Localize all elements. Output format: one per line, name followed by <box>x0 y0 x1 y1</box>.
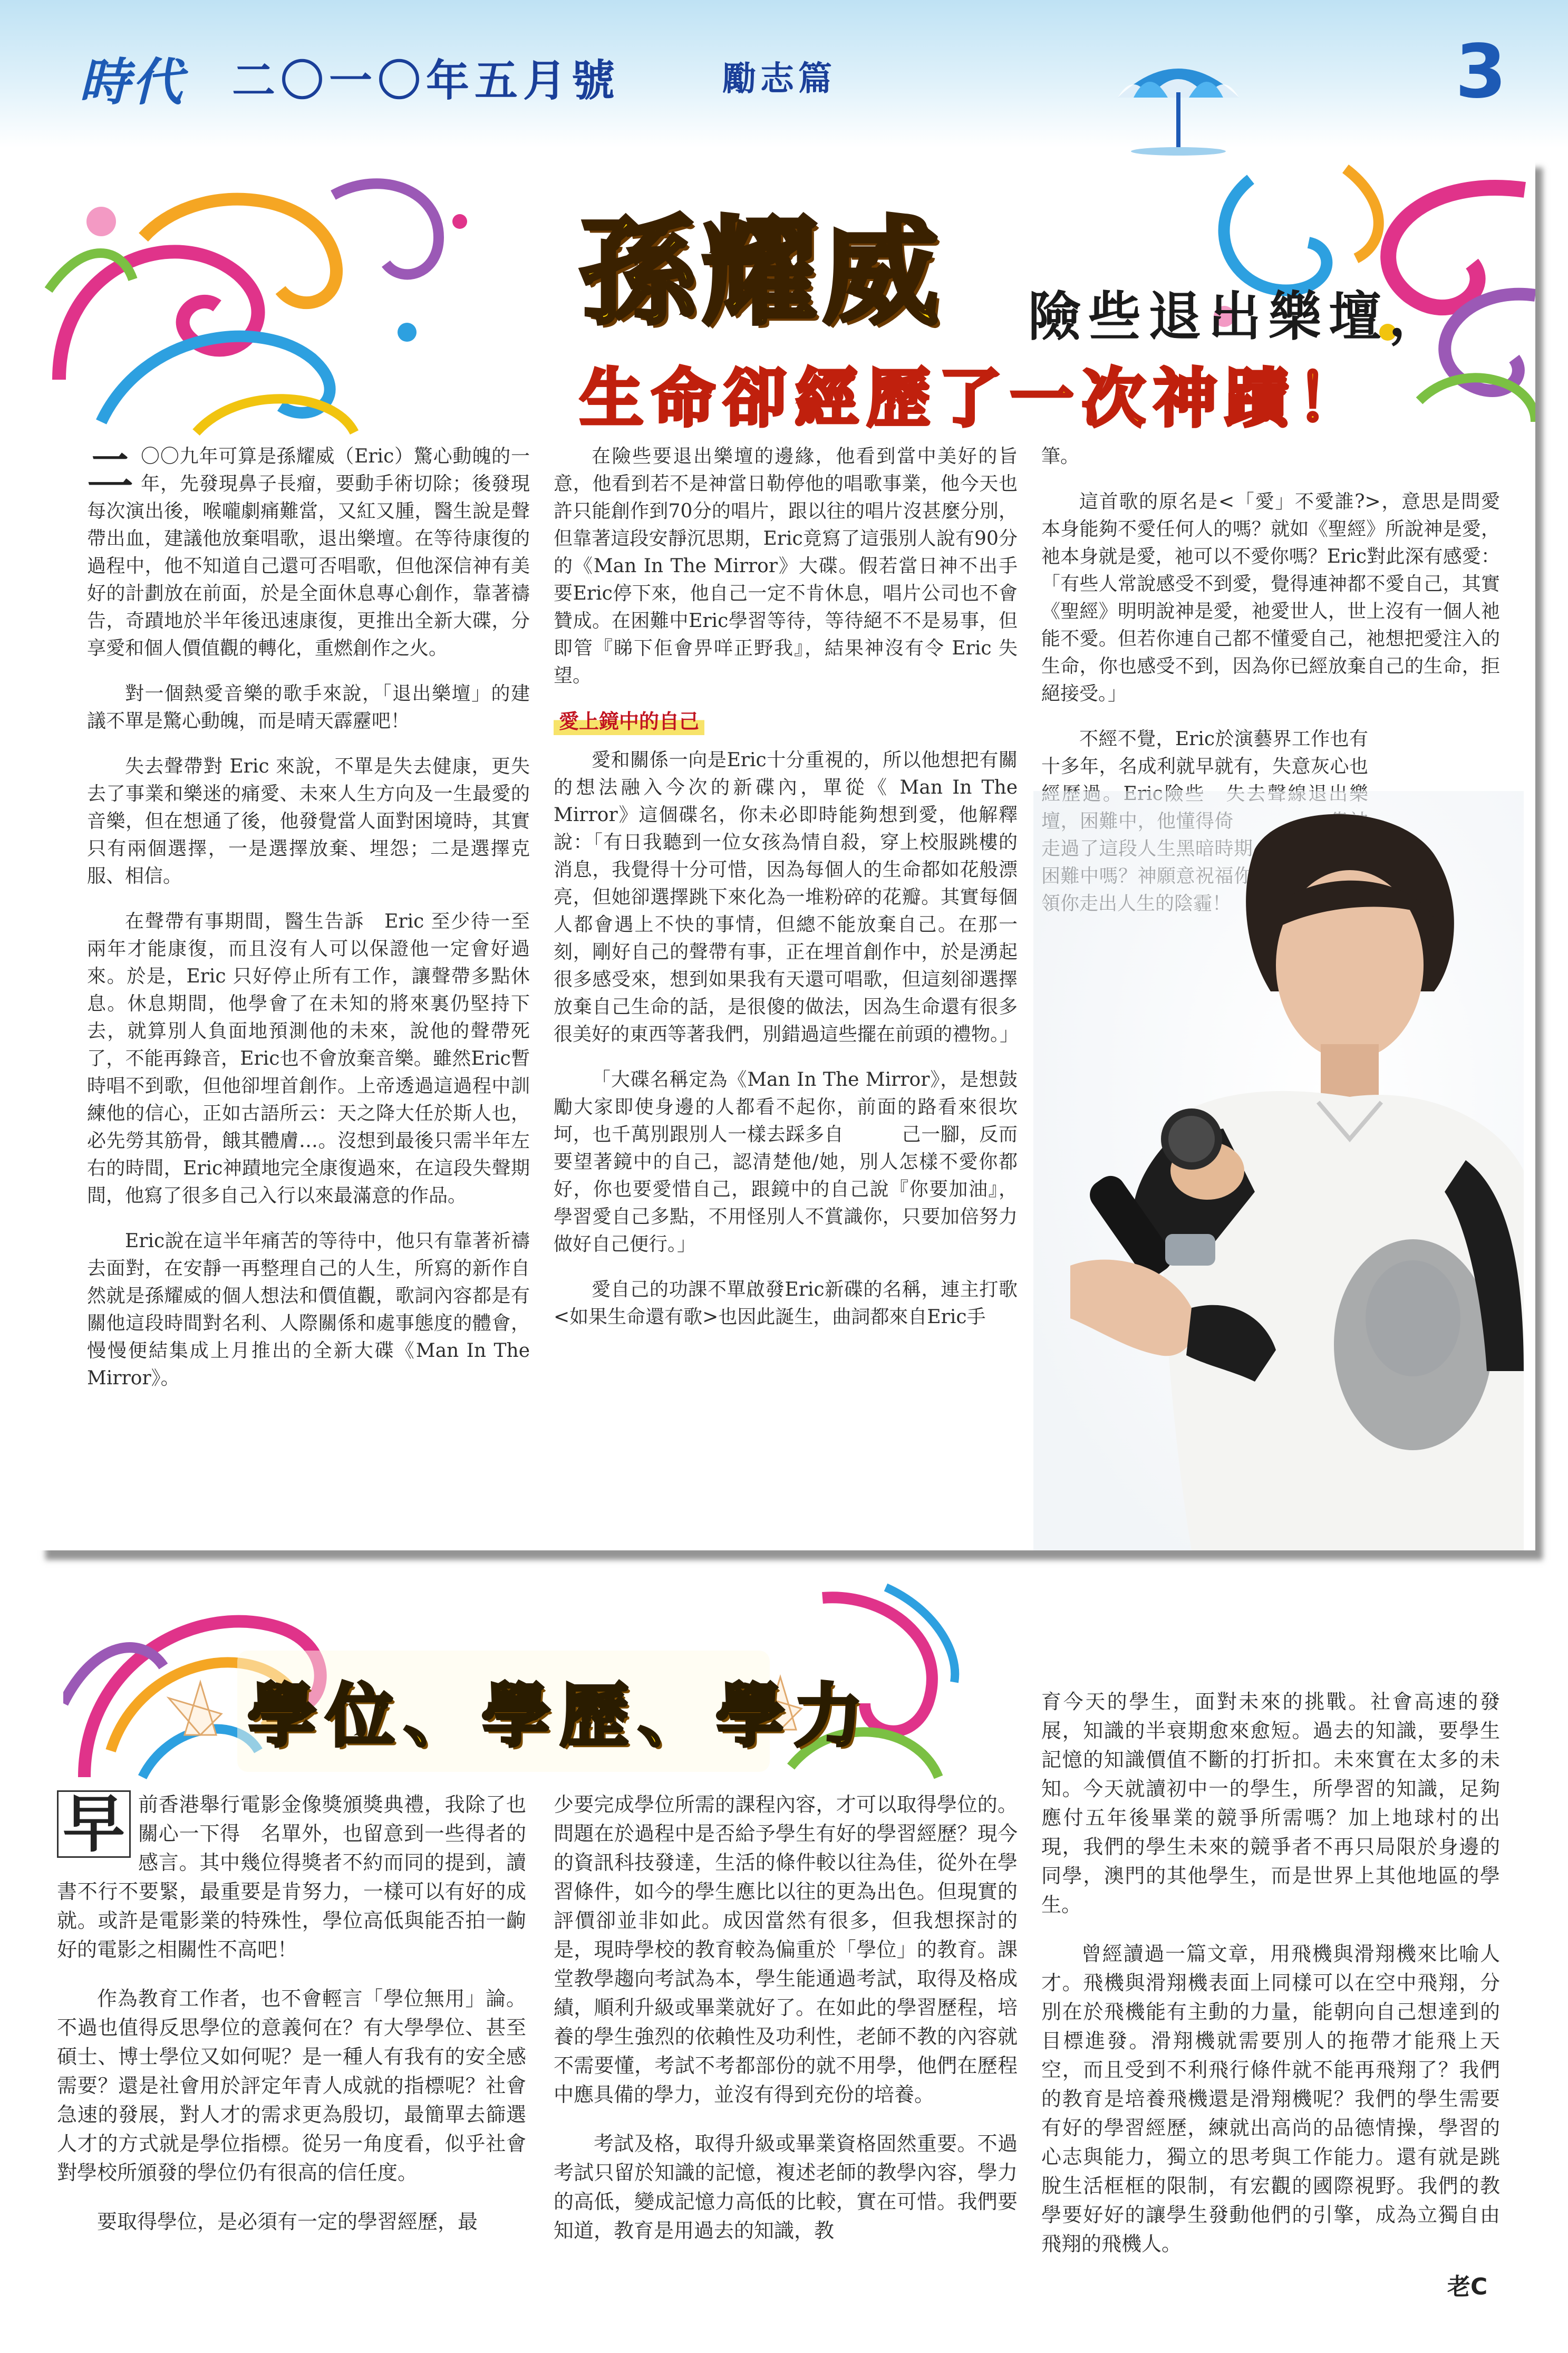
article1-title-line1: 險些退出樂壇， <box>1028 286 1449 348</box>
article1-title-line2: 生命卻經歷了一次神蹟！ <box>580 362 1369 436</box>
paragraph: Eric說在這半年痛苦的等待中，他只有靠著祈禱去面對，在安靜一再整理自己的人生，所寫的新作自然就是孫耀威的個人想法和價值觀，歌詞內容都是有關他這段時間對名利、人際關係和處事態度的體會，慢慢便結集成上月推出的全新大碟《Man In The Mirror》。 <box>87 1230 530 1389</box>
subheading: 愛上鏡中的自己 <box>554 708 704 735</box>
drop-cap: 二 <box>87 444 134 498</box>
paragraph: 「大碟名稱定為《Man In The Mirror》，是想鼓勵大家即使身邊的人都看不起你，前面的路看來很坎坷，也千萬別跟別人一樣去踩多自 己一腳，反而要望著鏡中的自己，認清楚他/她，別人怎樣不愛你都好，你也要愛惜自己，跟鏡中的自己說『你要加油』，學習愛自己多點，不用怪別人不賞識你，只要加倍努力做好自己便行。」 <box>554 1069 1018 1255</box>
paragraph-text: 前香港舉行電影金像獎頒獎典禮，我除了也關心一下得 名單外，也留意到一些得者的感言。其中幾位得獎者不約而同的提到，讀書不行不要緊，最重要是肯努力，一樣可以有好的成就。或許是電影業的特殊性，學位高低與能否拍一齣好的電影之相關性不高吧！ <box>57 1793 526 1961</box>
paragraph: 曾經讀過一篇文章，用飛機與滑翔機來比喻人才。飛機與滑翔機表面上同樣可以在空中飛翔，分別在於飛機能有主動的力量，能朝向自己想達到的目標進發。滑翔機就需要別人的拖帶才能飛上天空，而且受到不利飛行條件就不能再飛翔了？我們的教育是培養飛機還是滑翔機呢？我們的學生需要有好的學習經歷，練就出高尚的品德情操，學習的心志與能力，獨立的思考與工作能力。還有就是跳脫生活框框的限制，有宏觀的國際視野。我們的教學要好好的讓學生發動他們的引擎，成為立獨自由飛翔的飛機人。 <box>1041 1942 1500 2255</box>
article2-column-1 <box>57 1790 526 2256</box>
author-signature: 老C <box>1447 2273 1488 2300</box>
paragraph: 育今天的學生，面對未來的挑戰。社會高速的發展，知識的半衰期愈來愈短。過去的知識，要學生記憶的知識價值不斷的打折扣。未來實在太多的未知。今天就讀初中一的學生，所學習的知識，足夠應付五年後畢業的競爭所需嗎？加上地球村的出現，我們的學生未來的競爭者不再只局限於身邊的同學，澳門的其他學生，而是世界上其他地區的學生。 <box>1041 1690 1500 1916</box>
paragraph: 在險些要退出樂壇的邊緣，他看到當中美好的旨意，他看到若不是神當日勒停他的唱歌事業，他今天也許只能創作到70分的唱片，跟以往的唱片沒甚麼分別，但靠著這段安靜沉思期，Eric竟寫了這張別人說有90分的《Man In The Mirror》大碟。假若當日神不出手要Eric停下來，他自己一定不肯休息，唱片公司也不會贊成。在困難中Eric學習等待，等待絕不不是易事，但即管『睇下佢會畀咩正野我』，結果神沒有令 Eric 失望。 <box>554 446 1018 687</box>
section-label: 勵志篇 <box>722 60 836 99</box>
article1-column-1 <box>87 443 530 1410</box>
paragraph: 這首歌的原名是<「愛」不愛誰?>，意思是問愛本身能夠不愛任何人的嗎？就如《聖經》所說神是愛，祂本身就是愛，祂可以不愛你嗎？Eric對此深有感愛：「有些人常說感受不到愛，覺得連神都不愛自己，其實《聖經》明明說神是愛，祂愛世人，世上沒有一個人祂能不愛。但若你連自己都不懂愛自己，祂想把愛注入的生命，你也感受不到，因為你已經放棄自己的生命，拒絕接受。」 <box>1041 491 1500 705</box>
issue-date: 二〇一〇年五月號 <box>232 56 621 106</box>
paragraph: 在聲帶有事期間，醫生告訴 Eric 至少待一至兩年才能康復，而且沒有人可以保證他一定會好過來。於是，Eric 只好停止所有工作，讓聲帶多點休息。休息期間，他學會了在未知的將來裏仍堅持下去，就算別人負面地預測他的未來，說他的聲帶死了，不能再錄音，Eric也不會放棄音樂。雖然Eric暫時唱不到歌，但他卻埋首創作。上帝透過這過程中訓練他的信心，正如古語所云：天之降大任於斯人也，必先勞其筋骨，餓其體膚…。沒想到最後只需半年左右的時間，Eric神蹟地完全康復過來，在這段失聲期間，他寫了很多自己入行以來最滿意的作品。 <box>87 911 530 1207</box>
singer-photo <box>1033 791 1524 1550</box>
article1-title-name: 孫耀威 <box>580 205 944 340</box>
drop-cap: 早 <box>57 1790 131 1858</box>
article2-column-2 <box>554 1790 1018 2265</box>
paragraph: 愛自己的功課不單啟發Eric新碟的名稱，連主打歌<如果生命還有歌>也因此誕生，曲詞都來自Eric手 <box>554 1279 1018 1328</box>
paragraph: 要取得學位，是必須有一定的學習經歷，最 <box>97 2210 478 2233</box>
paragraph <box>87 443 530 662</box>
paragraph: 失去聲帶對 Eric 來說，不單是失去健康，更失去了事業和樂迷的痛愛、未來人生方向及一生最愛的音樂，但在想通了後，他發覺當人面對困境時，其實只有兩個選擇，一是選擇放棄、埋怨；二是選擇克服、相信。 <box>87 756 530 887</box>
paragraph <box>57 1790 526 1964</box>
page-number: 3 <box>1455 29 1507 115</box>
article2-column-3 <box>1041 1687 1500 2279</box>
beach-umbrella-icon <box>1112 50 1244 156</box>
paragraph: 少要完成學位所需的課程內容，才可以取得學位的。問題在於過程中是否給予學生有好的學習經歷？現今的資訊科技發達，生活的條件較以往為佳，從外在學習條件，如今的學生應比以往的更為出色。但現實的評價卻並非如此。成因當然有很多，但我想探討的是，現時學校的教育較為偏重於「學位」的教育。課堂教學趨向考試為本，學生能通過考試，取得及格成績，順利升級或畢業就好了。在如此的學習歷程，培養的學生強烈的依賴性及功利性，老師不教的內容就不需要懂，考試不考都部份的就不用學，他們在歷程中應具備的學力，並沒有得到充份的培養。 <box>554 1793 1018 2106</box>
paragraph: 愛和關係一向是Eric十分重視的，所以他想把有關的想法融入今次的新碟內，單從《 Man In The Mirror》這個碟名，你未必即時能夠想到愛，他解釋說：「有日我聽到一位女孩為情自殺，穿上校服跳樓的消息，我覺得十分可惜，因為每個人的生命都如花般漂亮，但她卻選擇跳下來化為一堆粉碎的花瓣。其實每個人都會遇上不快的事情，但總不能放棄自己。在那一刻，剛好自己的聲帶有事，正在埋首創作中，於是湧起很多感受來，想到如果我有天還可唱歌，但這刻卻選擇放棄自己生命的話，是很傻的做法，因為生命還有很多很美好的東西等著我們，別錯過這些擺在前頭的禮物。」 <box>554 749 1019 1045</box>
article2-title: 學位、學歷、學力 <box>248 1676 873 1756</box>
paragraph-text: 〇〇九年可算是孫耀威（Eric）驚心動魄的一年，先發現鼻子長瘤，要動手術切除；後發現每次演出後，喉嚨劇痛難當，又紅又腫，醫生說是聲帶出血，建議他放棄唱歌，退出樂壇。在等待康復的過程中，他不知道自己還可否唱歌，但他深信神有美好的計劃放在前面，於是全面休息專心創作，靠著禱告，奇蹟地於半年後迅速康復，更推出全新大碟，分享愛和個人價值觀的轉化，重燃創作之火。 <box>87 446 530 659</box>
paragraph: 不經不覺，Eric於演藝界工作也有十多年，名成利就早就有，失意灰心也 <box>1041 728 1368 777</box>
magazine-name: 時代 <box>79 53 185 112</box>
paragraph: 筆。 <box>1041 446 1080 467</box>
article1-column-2 <box>554 443 1018 1349</box>
paragraph: 考試及格，取得升級或畢業資格固然重要。不過考試只留於知識的記憶，複述老師的教學內容，學力的高低，變成記憶力高低的比較，實在可惜。我們要知道，教育是用過去的知識，教 <box>554 2132 1018 2242</box>
paragraph: 對一個熱愛音樂的歌手來說，「退出樂壇」的建議不單是驚心動魄，而是晴天霹靂吧！ <box>87 683 530 732</box>
paragraph: 作為教育工作者，也不會輕言「學位無用」論。不過也值得反思學位的意義何在？有大學學位、甚至碩士、博士學位又如何呢？是一種人有我有的安全感需要？還是社會用於評定年青人成就的指標呢？社會急速的發展，對人才的需求更為殷切，最簡單去篩選人才的方式就是學位指標。從另一角度看，似乎社會對學校所頒發的學位仍有很高的信任度。 <box>57 1987 526 2184</box>
